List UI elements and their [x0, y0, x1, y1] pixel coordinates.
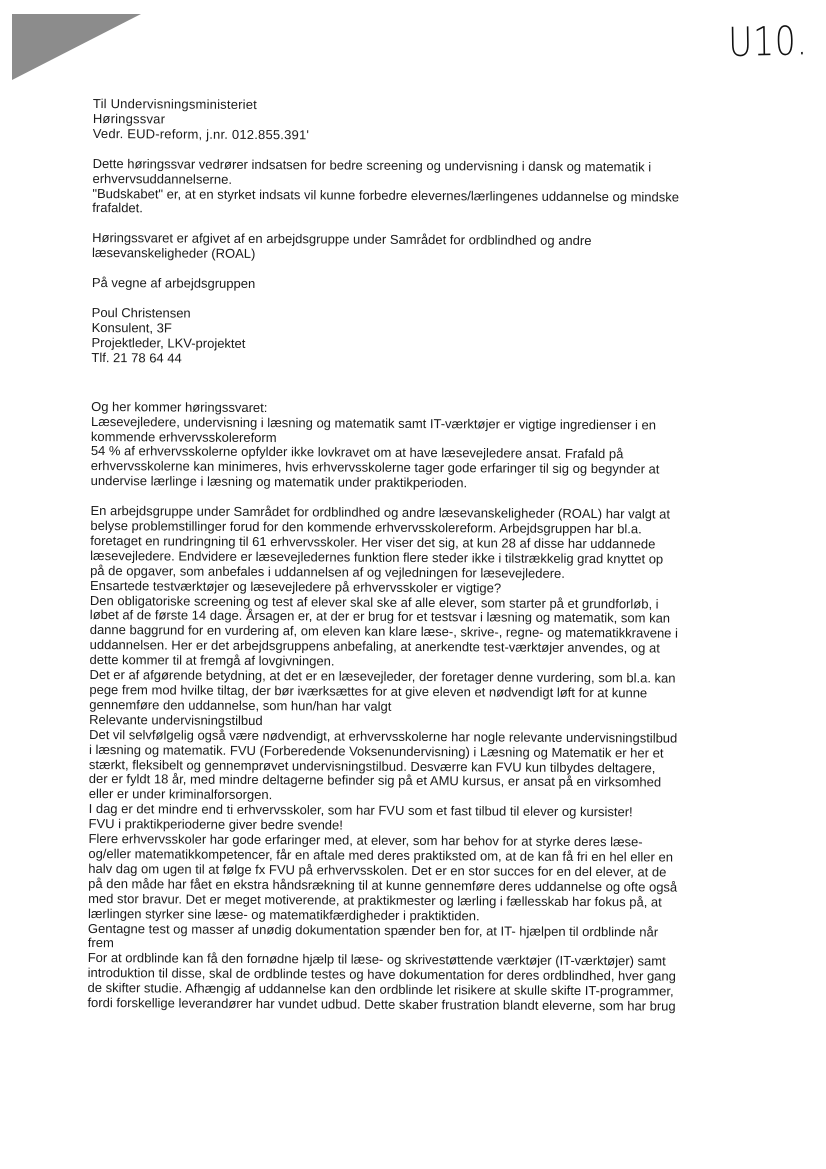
text-line: danne baggrund for en vurdering af, om eleven kan klare læse-, skrive-, regne- og matematikkravene i — [89, 622, 678, 641]
section-heading: kommende erhvervsskolereform — [90, 428, 277, 445]
text-line: Dette høringssvar vedrører indsatsen for bedre screening og undervisning i dansk og matematik i — [92, 155, 652, 175]
signature-role: Projektleder, LKV-projektet — [91, 334, 246, 351]
text-line: gennemføre den uddannelse, som hun/han har valgt — [89, 696, 392, 714]
text-line: læsevejledere. Endvidere er læsevejledernes funktion flere steder ikke i tilstrækkelig grad knyttet op — [90, 547, 664, 567]
signature-block — [91, 306, 733, 370]
text-line: En arbejdsgruppe under Samrådet for ordblindhed og andre læsevanskeligheder (ROAL) har valgt at — [90, 503, 671, 522]
text-line: introduktion til disse, skal de ordblinde testes og have dokumentation for deres ordblindhed, hver gang — [87, 965, 676, 984]
text-line: stærkt, fleksibelt og gennemprøvet undervisningstilbud. Desværre kan FVU kun tilbydes deltagere, — [88, 756, 656, 775]
reference-line: Vedr. EUD-reform, j.nr. 012.855.391' — [92, 125, 310, 143]
text-line: og/eller matematikkompetencer, får en aftale med deres praktiksted om, at de kan få fri en hel eller en — [88, 845, 674, 865]
text-line: 54 % af erhvervsskolerne opfylder ikke lovkravet om at have læsevejledere ansat. Frafald på — [90, 443, 624, 462]
section-heading: Læsevejledere, undervisning i læsning og matematik samt IT-værktøjer er vigtige ingredienser i en — [90, 413, 657, 433]
text-line: løbet af de første 14 dage. Årsagen er, at der er brug for et testsvar i læsning og matematik, som kan — [89, 607, 671, 627]
section-heading: frem — [87, 935, 114, 951]
text-line: Høringssvaret er afgivet af en arbejdsgruppe under Samrådet for ordblindhed og andre — [92, 230, 592, 249]
text-line: i læsning og matematik. FVU (Forberedende Voksenundervisning) i Læsning og Matematik er her et — [88, 741, 664, 761]
text-line: belyse problemstillinger forud for den kommende erhvervsskolereform. Arbejdsgruppen har bl.a. — [90, 518, 642, 537]
text-line: med stor bravur. Det er meget motiverende, at praktikmester og lærling i fællesskab har fokus på, at — [88, 890, 662, 910]
text-line: Det er af afgørende betydning, at det er en læsevejleder, der foretager denne vurdering, som bl.a. kan — [89, 667, 676, 686]
text-line: foretaget en rundringning til 61 erhvervsskoler. Her viser det sig, at kun 28 af disse har uddannede — [90, 532, 656, 552]
response-intro-section — [91, 400, 734, 493]
text-line: på den måde har fået en ekstra håndsrækning til at kunne gennemføre deres uddannelse og ofte også — [88, 875, 678, 895]
text-line: dette kommer til at fremgå af lovgivningen. — [89, 652, 335, 669]
text-line: undervise lærlinge i læsning og matematik under praktikperioden. — [90, 473, 468, 491]
signature-phone: Tlf. 21 78 64 44 — [91, 349, 182, 366]
text-line: Flere erhvervsskoler har gode erfaringer med, at elever, som har behov for at styrke deres læse- — [88, 831, 643, 850]
text-line: læsevanskeligheder (ROAL) — [92, 245, 256, 262]
text-line: I dag er det mindre end ti erhvervsskoler, som har FVU som et fast tilbud til elever og kursister! — [88, 801, 633, 820]
section-heading: Ensartede testværktøjer og læsevejledere på erhvervsskoler er vigtige? — [89, 577, 502, 596]
text-line: erhvervsskolerne kan minimeres, hvis erhvervsskolerne tager gode erfaringer til sig og begynder at — [90, 458, 660, 477]
text-line: frafaldet. — [92, 200, 143, 216]
text-line: fordi forskellige leverandører har vundet udbud. Dette skaber frustration blandt eleverne, som har brug — [87, 995, 676, 1014]
origin-paragraph — [92, 231, 734, 265]
on-behalf-line: På vegne af arbejdsgruppen — [91, 275, 256, 292]
text-line: der er fyldt 18 år, med mindre deltagerne befinder sig på et AMU kursus, er ansat på en virksomhed — [88, 771, 662, 790]
signature-name: Poul Christensen — [91, 305, 191, 321]
text-line: eller er under kriminalforsorgen. — [88, 786, 273, 803]
text-line: på de opgaver, som anbefales i uddannelsen af og vejledningen for læsevejledere. — [90, 562, 565, 581]
section-heading: FVU i praktikperioderne giver bedre svende! — [88, 816, 343, 833]
text-line: erhvervsuddannelserne. — [92, 170, 233, 187]
text-line: Den obligatoriske screening og test af elever skal ske af alle elever, som starter på et grundforløb, i — [89, 592, 659, 612]
intro-paragraph — [92, 157, 734, 221]
signature-title: Konsulent, 3F — [91, 319, 172, 336]
handwritten-code: U10. — [728, 18, 809, 66]
recipient-line: Til Undervisningsministeriet — [92, 96, 258, 113]
document-body — [87, 97, 735, 1015]
text-line: lærlingen styrker sine læse- og matematikfærdigheder i praktiktiden. — [87, 905, 480, 923]
document-type-line: Høringssvar — [92, 110, 166, 127]
section-heading: Gentagne test og masser af unødig dokumentation spænder ben for, at IT- hjælpen til ordblinde når — [87, 920, 659, 939]
section-heading: Relevante undervisningstilbud — [89, 711, 263, 728]
text-line: For at ordblinde kan få den fornødne hjælp til læse- og skrivestøttende værktøjer (IT-værktøjer) samt — [87, 950, 666, 969]
text-line: "Budskabet" er, at en styrket indsats vil kunne forbedre elevernes/lærlingenes uddannelse og mindske — [92, 185, 680, 205]
text-line: Og her kommer høringssvaret: — [91, 398, 268, 415]
text-line: halv dag om ugen til at følge fx FVU på erhvervsskolen. Det er en stor succes for en del elever, at de — [88, 860, 667, 880]
text-line: uddannelsen. Her er det arbejdsgruppens anbefaling, at anerkendte test-værktøjer anvendes, og at — [89, 637, 660, 656]
scan-corner-mark — [0, 0, 150, 90]
text-line: pege frem mod hvilke tiltag, der bør iværksættes for at give eleven et nødvendigt løft for at kunne — [89, 681, 648, 701]
response-main-section — [87, 504, 732, 1015]
text-line: de skifter studie. Afhængig af uddannelse kan den ordblinde let risikere at skulle skifte IT-programmer, — [87, 980, 674, 999]
text-line: Det vil selvfølgelig også være nødvendigt, at erhvervsskolerne har nogle relevante undervisningstilbud — [89, 726, 678, 746]
